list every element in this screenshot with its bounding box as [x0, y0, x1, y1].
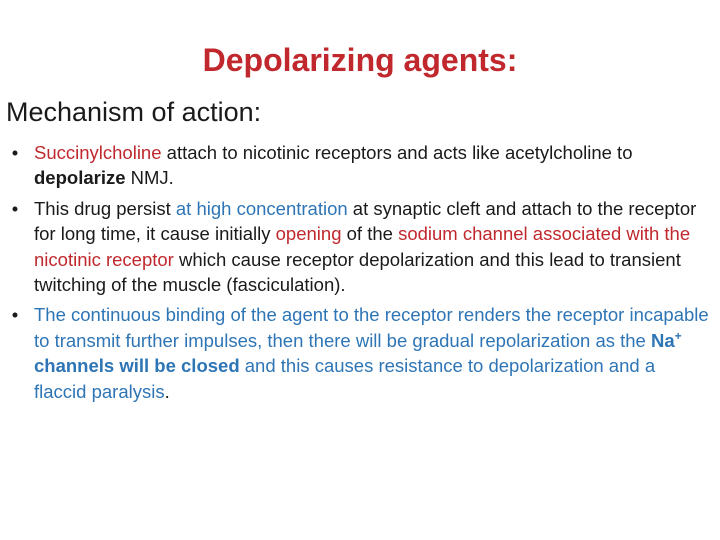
bullet-dot-icon: •	[11, 304, 19, 326]
bullet-text-segment: and this causes resistance to depolarization and a flaccid paralysis	[34, 355, 656, 402]
bullet-text-segment: which cause receptor depolarization and this lead to transient twitching of the muscle (fasciculation).	[34, 248, 681, 296]
bullet-list	[0, 140, 712, 409]
bullet-text-segment: attach to nicotinic receptors and acts like acetylcholine to	[161, 142, 633, 163]
bullet-text-segment: sodium channel associated with the nicotinic receptor	[34, 223, 691, 270]
bullet-text-segment: NMJ.	[125, 167, 174, 189]
bullet-text-segment: Na	[650, 329, 675, 351]
bullet-text-segment: The continuous binding of the agent to the receptor renders the receptor incapable to transmit further impulses, then there will be gradual repolarization as the	[34, 304, 709, 351]
bullet-item	[0, 140, 712, 191]
bullet-text-segment: depolarize	[34, 167, 126, 189]
bullet-dot-icon: •	[11, 142, 19, 163]
section-heading: Mechanism of action:	[6, 97, 262, 127]
bullet-text-segment: at high concentration	[175, 197, 348, 219]
bullet-text-segment: of the	[341, 223, 399, 245]
bullet-text-segment: Succinylcholine	[34, 142, 162, 163]
bullet-item	[0, 302, 712, 404]
bullet-text-segment: This drug persist	[34, 197, 176, 219]
bullet-text-segment: channels will be closed	[34, 355, 240, 377]
bullet-text-segment: .	[164, 380, 170, 402]
bullet-text-segment: +	[674, 328, 682, 343]
bullet-item	[0, 196, 712, 298]
slide-title: Depolarizing agents:	[202, 42, 518, 78]
bullet-dot-icon: •	[11, 197, 19, 219]
bullet-text-segment: opening	[275, 223, 342, 245]
bullet-text-segment: at synaptic cleft and attach to the receptor for long time, it cause initially	[34, 197, 697, 245]
